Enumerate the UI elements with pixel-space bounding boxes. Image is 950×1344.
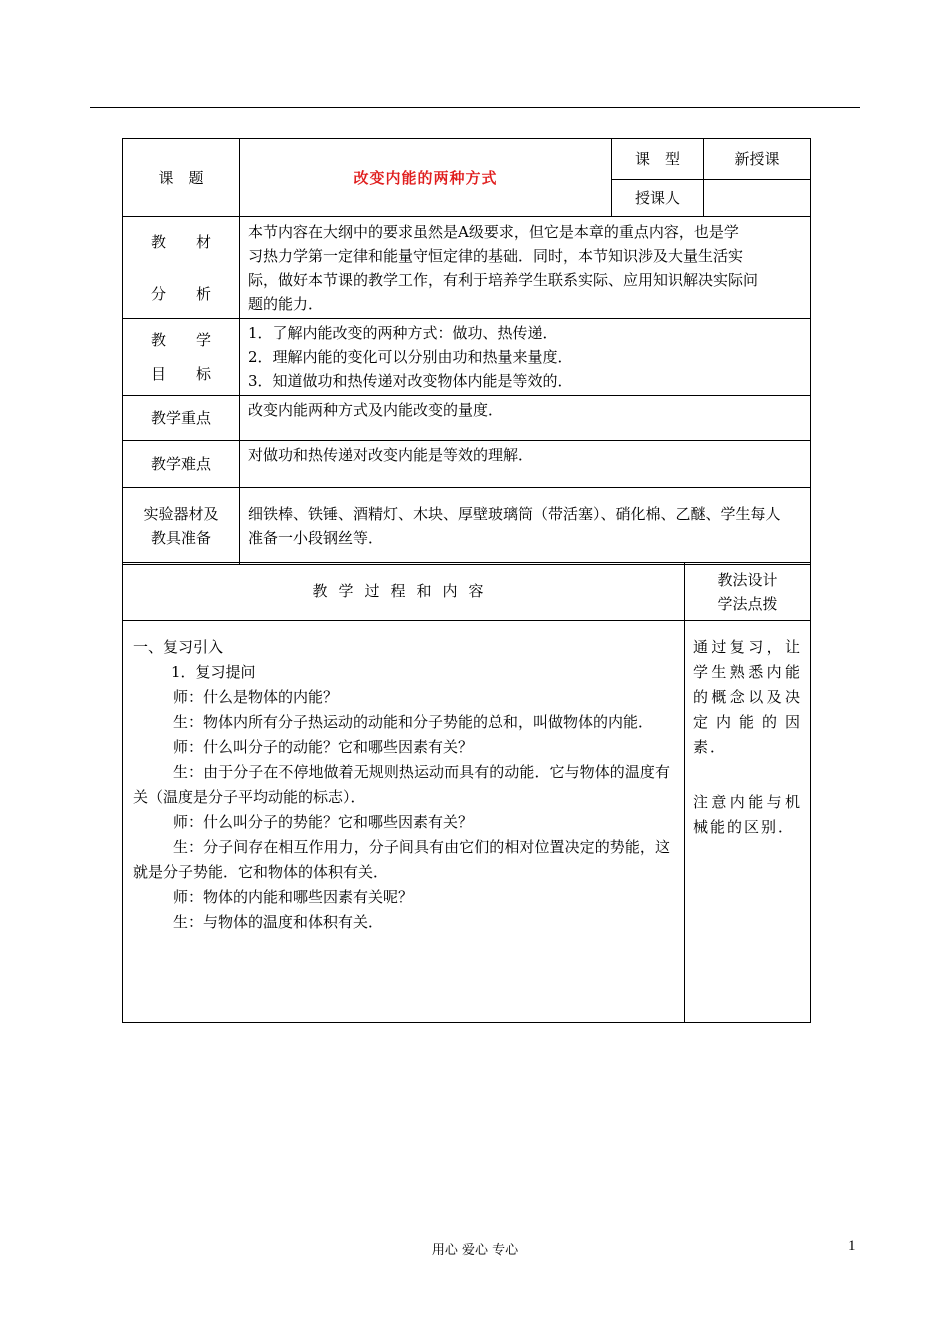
dialog-line: 生：与物体的温度和体积有关．	[173, 913, 384, 931]
method-note: 通过复习，让学生熟悉内能的概念以及决定内能的因素．	[693, 638, 802, 756]
method-note: 注意内能与机械能的区别．	[693, 793, 802, 836]
material-label-b: 分 析	[150, 284, 211, 303]
teacher-value	[704, 180, 811, 217]
material-line: 习热力学第一定律和能量守恒定律的基础．同时，本节知识涉及大量生活实	[248, 246, 744, 265]
equipment-content	[240, 488, 811, 565]
difficulty-label: 教学难点	[123, 441, 240, 488]
method-notes	[685, 621, 811, 1023]
material-line: 本节内容在大纲中的要求虽然是A级要求，但它是本章的重点内容，也是学	[248, 222, 739, 241]
goals-label-b: 目 标	[150, 365, 211, 383]
section-heading: 一、复习引入	[133, 638, 224, 656]
equipment-label-cell	[123, 488, 240, 565]
material-label-a: 教 材	[150, 232, 211, 251]
goal-item: 1．了解内能改变的两种方式：做功、热传递．	[248, 324, 558, 342]
sub-heading: 1．复习提问	[171, 663, 256, 681]
equipment-line: 细铁棒、铁锤、酒精灯、木块、厚壁玻璃筒（带活塞）、硝化棉、乙醚、学生每人	[248, 505, 781, 523]
dialog-line: 师：什么是物体的内能？	[173, 688, 339, 706]
page-number: 1	[848, 1238, 856, 1254]
difficulty-content: 对做功和热传递对改变内能是等效的理解．	[240, 441, 811, 488]
goal-item: 2．理解内能的变化可以分别由功和热量来量度．	[248, 348, 573, 366]
goal-item: 3．知道做功和热传递对改变物体内能是等效的．	[248, 372, 573, 390]
goals-label-a: 教 学	[150, 331, 211, 349]
goals-content	[240, 319, 811, 396]
dialog-line: 生：分子间存在相互作用力，分子间具有由它们的相对位置决定的势能，这就是分子势能．它和物体的体积有关．	[133, 838, 670, 881]
material-content	[240, 217, 811, 319]
process-header: 教学过程和内容	[123, 563, 685, 621]
footer-slogan: 用心 爱心 专心	[431, 1243, 519, 1258]
dialog-line: 师：什么叫分子的动能？它和哪些因素有关？	[173, 738, 474, 756]
type-value: 新授课	[704, 139, 811, 180]
equipment-label-b: 教具准备	[150, 529, 211, 547]
dialog-line: 师：什么叫分子的势能？它和哪些因素有关？	[173, 813, 474, 831]
key-label: 教学重点	[123, 396, 240, 441]
subject-label: 课 题	[123, 139, 240, 217]
teaching-process-table	[122, 562, 811, 1023]
material-line: 际，做好本节课的教学工作，有利于培养学生联系实际、应用知识解决实际问	[248, 270, 759, 289]
material-line: 题的能力．	[248, 294, 324, 313]
equipment-label-a: 实验器材及	[143, 505, 219, 523]
dialog-line: 生：由于分子在不停地做着无规则热运动而具有的动能．它与物体的温度有关（温度是分子平均动能的标志）．	[133, 763, 670, 806]
lesson-info-table	[122, 138, 811, 565]
dialog-line: 师：物体的内能和哪些因素有关呢？	[173, 888, 414, 906]
teacher-label: 授课人	[612, 180, 704, 217]
method-header	[685, 563, 811, 621]
process-body	[123, 621, 685, 1023]
header-rule	[90, 107, 860, 108]
method-header-b: 学法点拨	[717, 594, 778, 613]
material-label-cell	[123, 217, 240, 319]
method-header-a: 教法设计	[717, 570, 778, 589]
key-content: 改变内能两种方式及内能改变的量度．	[240, 396, 811, 441]
goals-label-cell	[123, 319, 240, 396]
dialog-line: 生：物体内所有分子热运动的动能和分子势能的总和，叫做物体的内能．	[173, 713, 654, 731]
type-label: 课 型	[612, 139, 704, 180]
equipment-line: 准备一小段钢丝等．	[248, 529, 384, 547]
lesson-title: 改变内能的两种方式	[240, 139, 612, 217]
